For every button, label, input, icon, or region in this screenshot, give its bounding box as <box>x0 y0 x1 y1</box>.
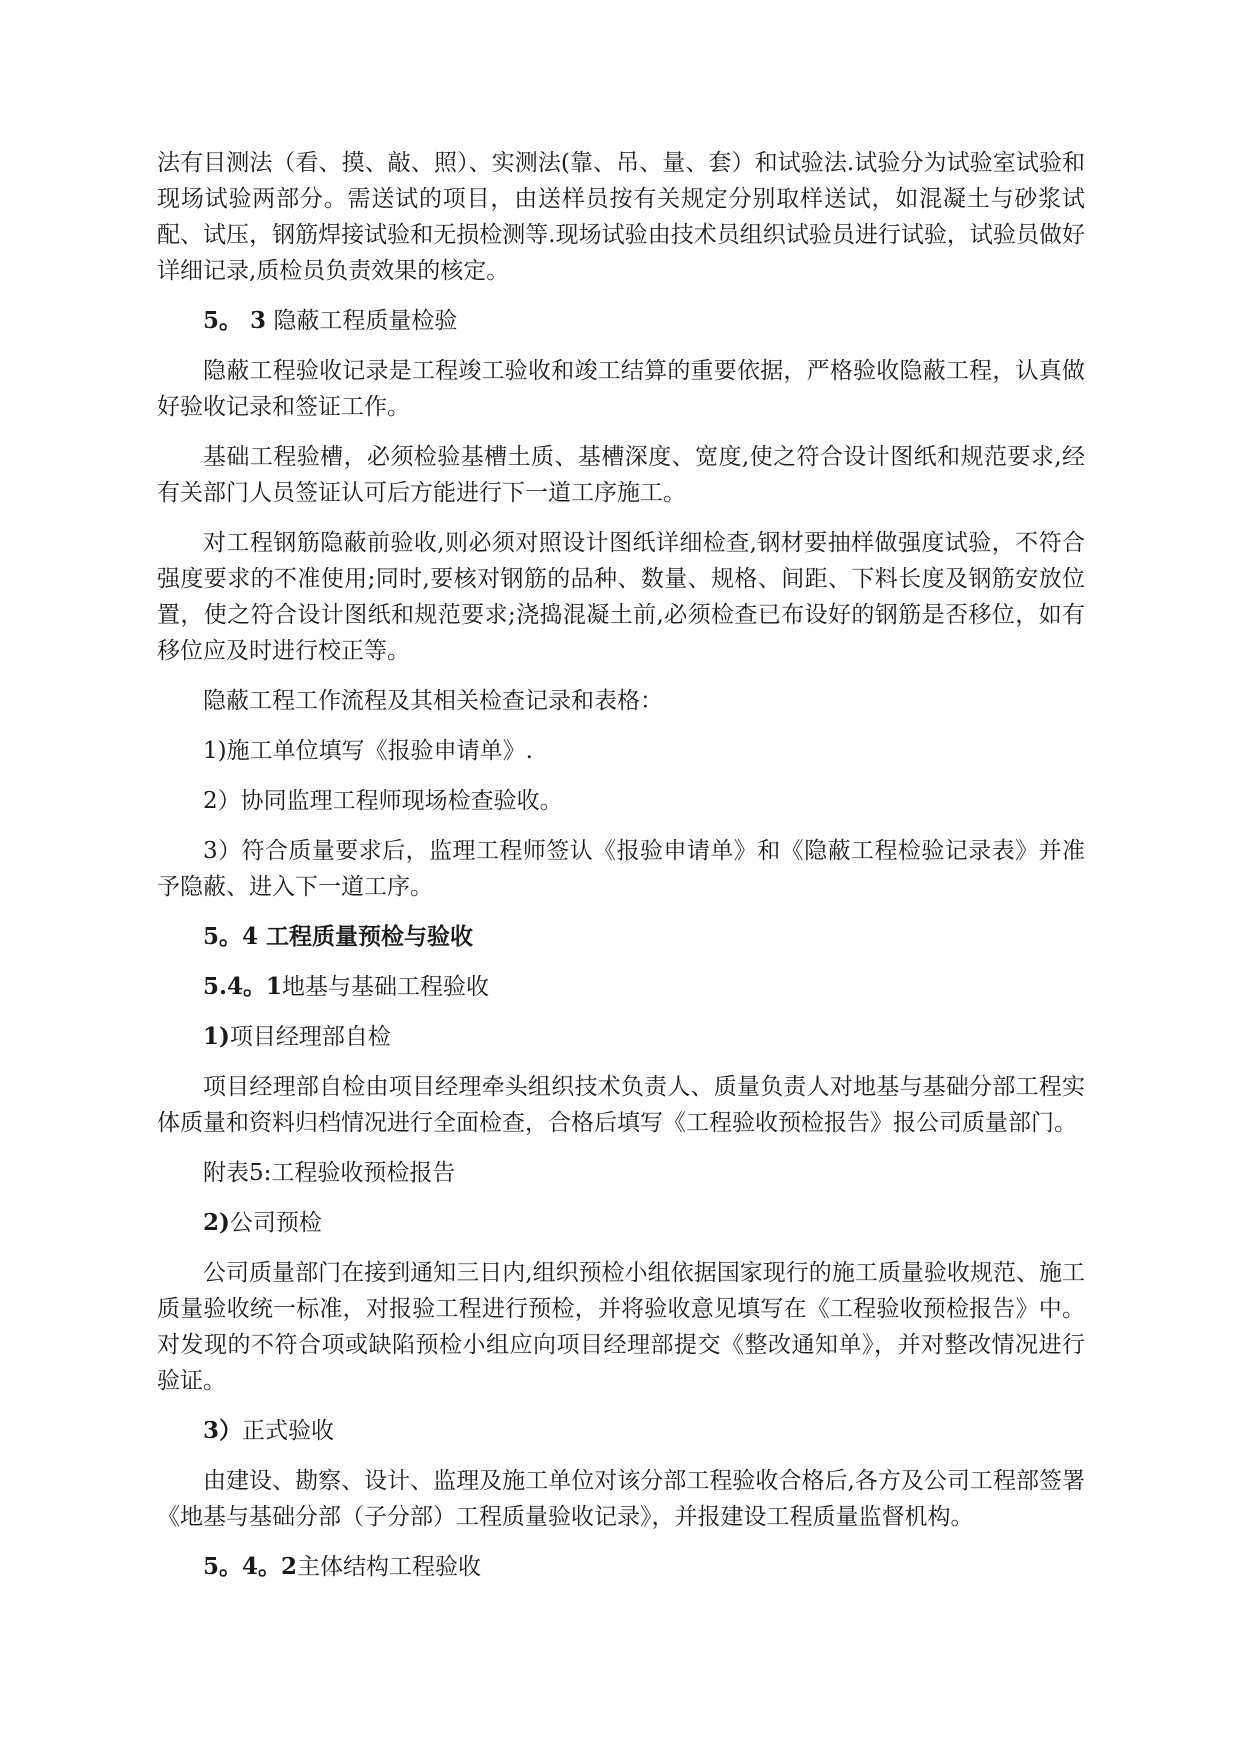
paragraph-rebar-inspection: 对工程钢筋隐蔽前验收,则必须对照设计图纸详细检查,钢材要抽样做强度试验，不符合强度要求的不准使用;同时,要核对钢筋的品种、数量、规格、间距、下料长度及钢筋安放位置，使之符合设计图纸和规范要求;浇捣混凝土前,必须检查已布设好的钢筋是否移位，如有移位应及时进行校正等。 <box>157 530 1085 664</box>
heading-number: 2) <box>203 1209 230 1236</box>
paragraph-company-precheck: 公司质量部门在接到通知三日内,组织预检小组依据国家现行的施工质量验收规范、施工质量验收统一标准，对报验工程进行预检，并将验收意见填写在《工程验收预检报告》中。对发现的不符合项或缺陷预检小组应向项目经理部提交《整改通知单》，并对整改情况进行验证。 <box>157 1260 1085 1394</box>
heading-label: 地基与基础工程验收 <box>282 974 490 1000</box>
heading-company-precheck <box>157 1205 1085 1241</box>
paragraph-step-3: 3）符合质量要求后，监理工程师签认《报验申请单》和《隐蔽工程检验记录表》并准予隐蔽、进入下一道工序。 <box>157 838 1085 900</box>
paragraph-step-1: 1)施工单位填写《报验申请单》. <box>203 738 533 764</box>
heading-formal-acceptance <box>157 1413 1085 1449</box>
heading-5-4-2 <box>157 1549 1085 1585</box>
heading-self-check <box>157 1019 1085 1055</box>
paragraph-test-methods: 法有目测法（看、摸、敲、照）、实测法(靠、吊、量、套）和试验法.试验分为试验室试验和现场试验两部分。需送试的项目，由送样员按有关规定分别取样送试，如混凝土与砂浆试配、试压，钢筋焊接试验和无损检测等.现场试验由技术员组织试验员进行试验，试验员做好详细记录,质检员负责效果的核定。 <box>157 150 1085 284</box>
heading-5-3 <box>157 303 1085 339</box>
heading-5-4-1 <box>157 969 1085 1005</box>
heading-number: 3） <box>203 1417 243 1444</box>
heading-number: 1) <box>203 1023 230 1050</box>
heading-number: 5。 3 <box>203 307 267 334</box>
paragraph-hidden-works-intro: 隐蔽工程验收记录是工程竣工验收和竣工结算的重要依据，严格验收隐蔽工程，认真做好验收记录和签证工作。 <box>157 358 1085 420</box>
heading-number: 5.4。1 <box>203 973 283 1000</box>
paragraph-step-2: 2）协同监理工程师现场检查验收。 <box>203 788 563 814</box>
heading-label: 项目经理部自检 <box>229 1024 391 1050</box>
heading-label: 公司预检 <box>229 1210 322 1236</box>
document-page <box>157 145 1085 1599</box>
paragraph-appendix-5: 附表5:工程验收预检报告 <box>203 1160 456 1186</box>
heading-label: 主体结构工程验收 <box>297 1554 482 1580</box>
heading-label: 隐蔽工程质量检验 <box>266 308 458 334</box>
paragraph-foundation-trench: 基础工程验槽，必须检验基槽土质、基槽深度、宽度,使之符合设计图纸和规范要求,经有关部门人员签证认可后方能进行下一道工序施工。 <box>157 444 1085 506</box>
heading-5-4: 5。4 工程质量预检与验收 <box>203 923 474 950</box>
heading-label: 正式验收 <box>242 1418 335 1444</box>
heading-number: 5。4。2 <box>203 1553 298 1580</box>
paragraph-formal-acceptance: 由建设、勘察、设计、监理及施工单位对该分部工程验收合格后,各方及公司工程部签署《地基与基础分部（子分部）工程质量验收记录》，并报建设工程质量监督机构。 <box>157 1468 1085 1530</box>
paragraph-self-check: 项目经理部自检由项目经理牵头组织技术负责人、质量负责人对地基与基础分部工程实体质量和资料归档情况进行全面检查，合格后填写《工程验收预检报告》报公司质量部门。 <box>157 1074 1085 1136</box>
paragraph-workflow-intro: 隐蔽工程工作流程及其相关检查记录和表格： <box>203 688 663 714</box>
